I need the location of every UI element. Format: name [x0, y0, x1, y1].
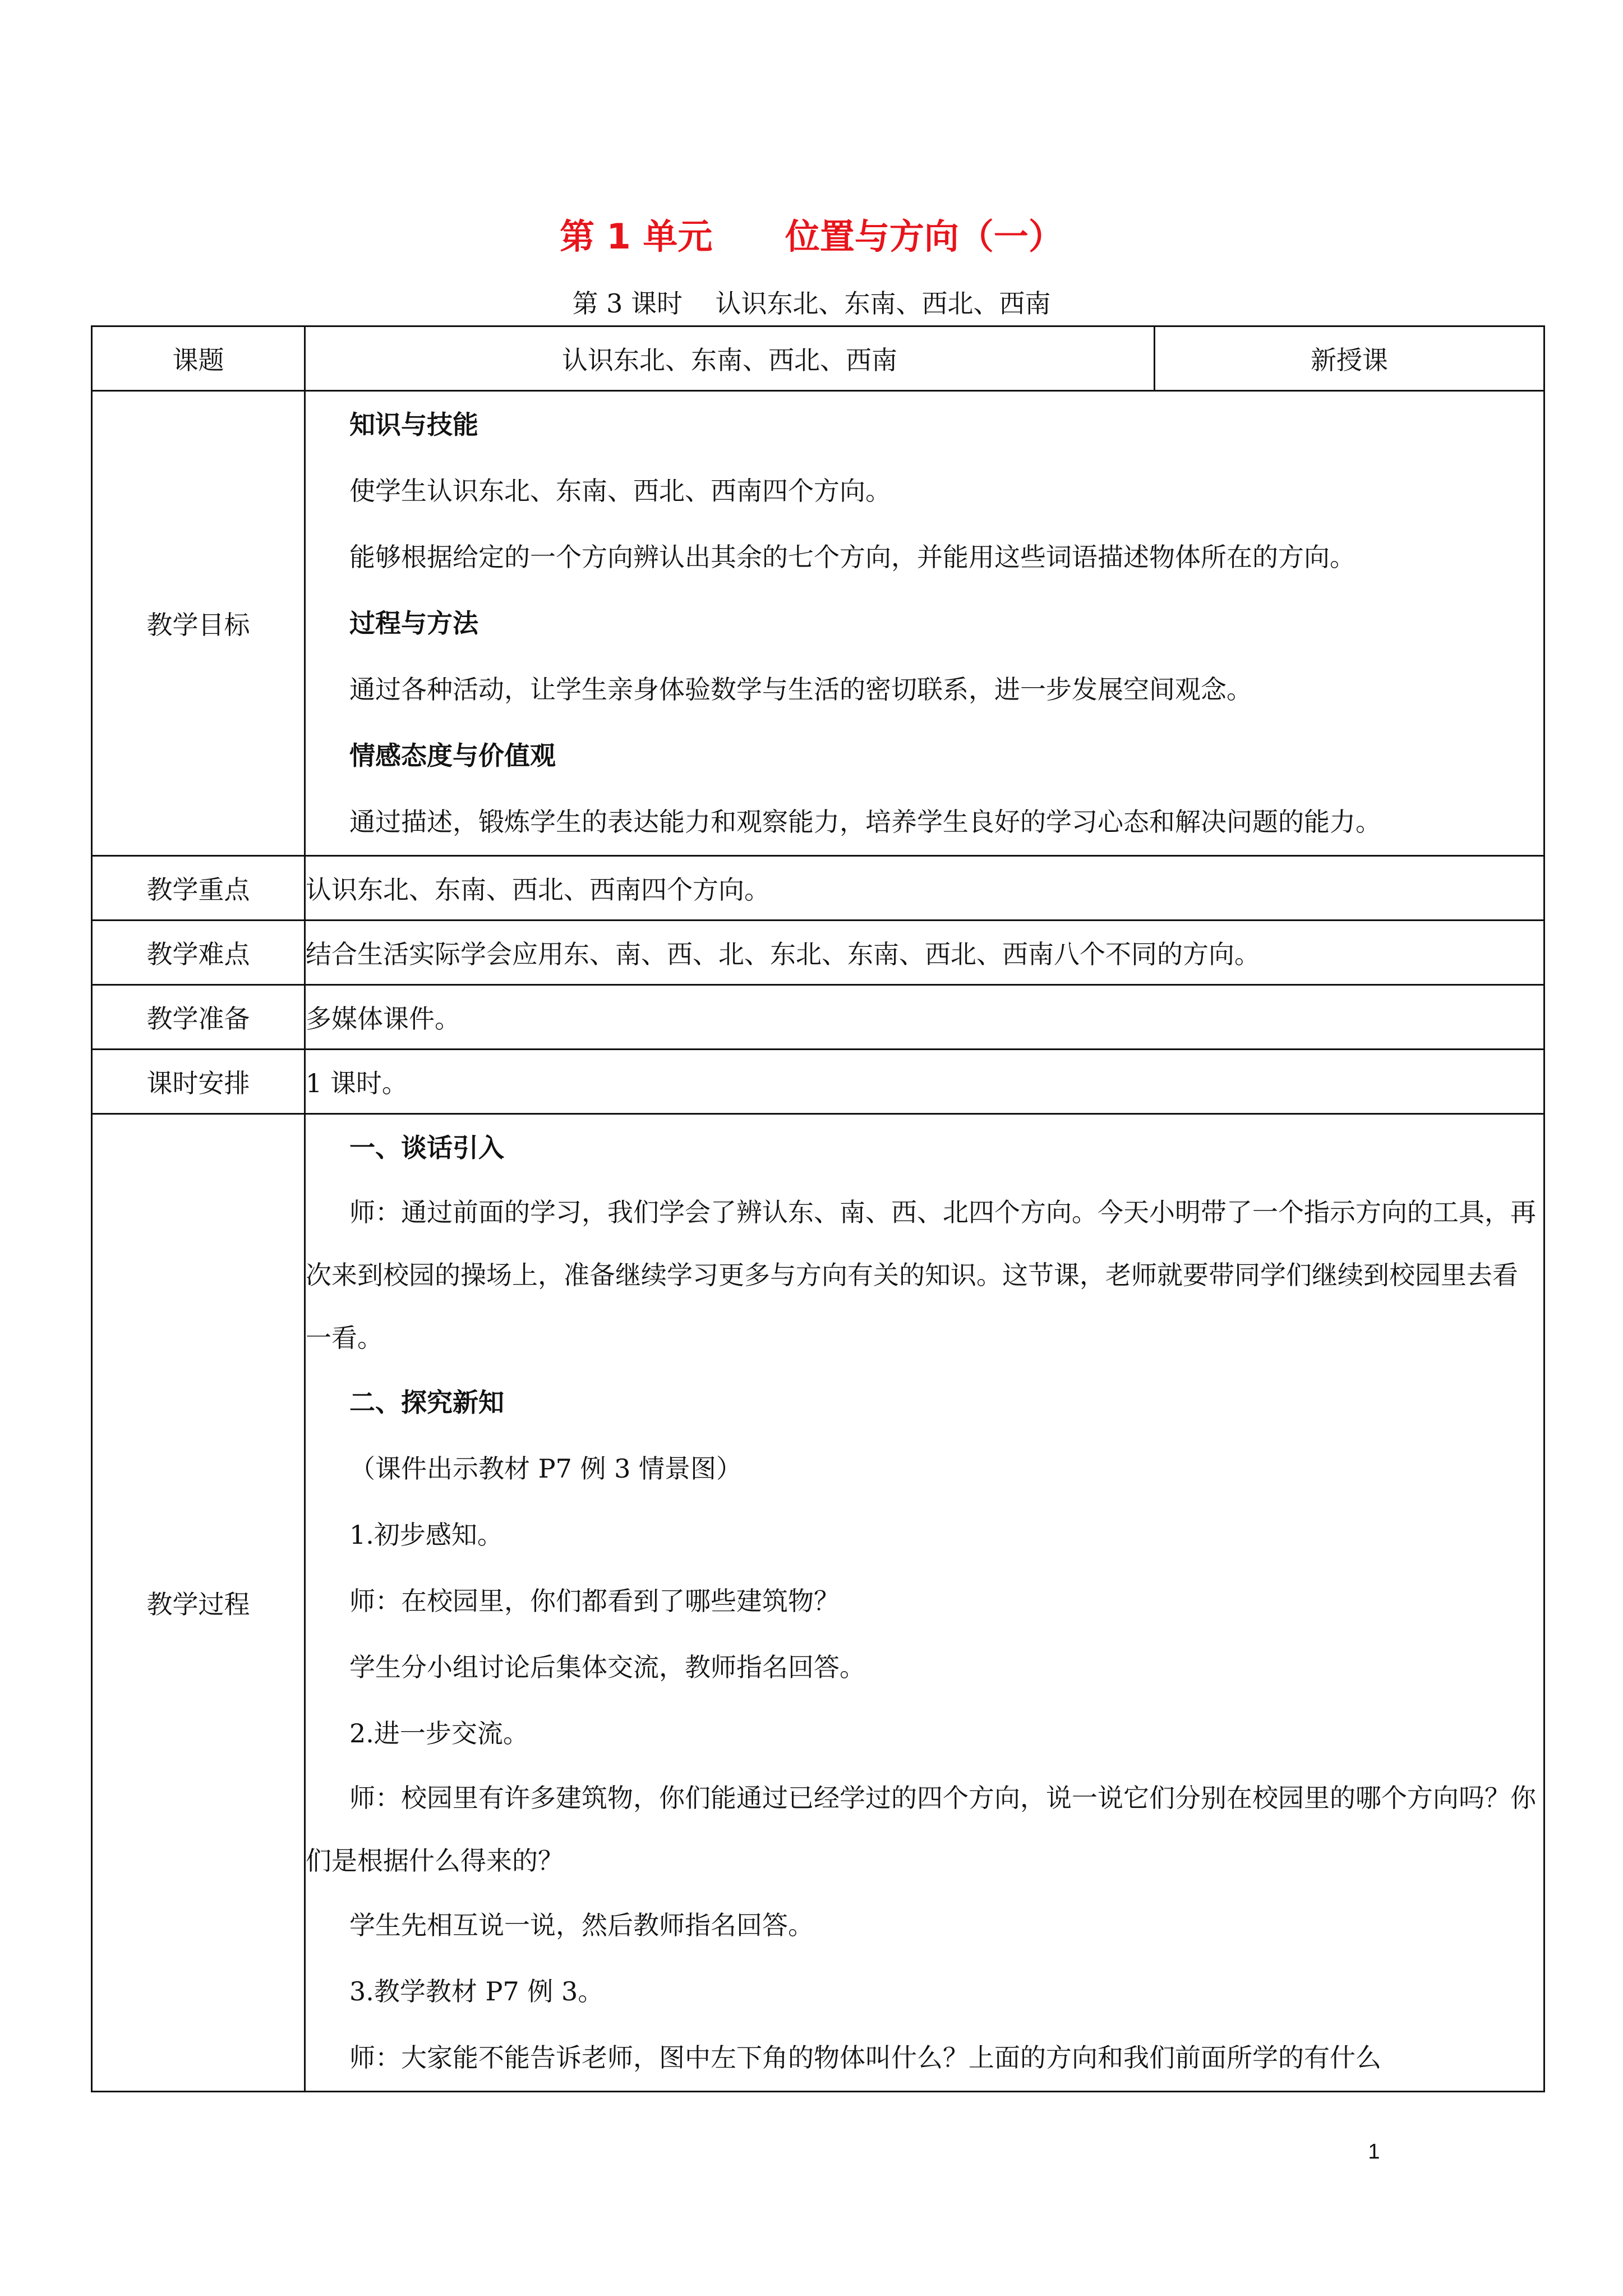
lesson-plan-table	[91, 325, 1545, 2092]
schedule-value: 1 课时。	[305, 1050, 1544, 1114]
process-heading-intro: 一、谈话引入	[349, 1133, 504, 1163]
key-points-label: 教学重点	[92, 856, 305, 921]
goal-line: 通过各种活动，让学生亲身体验数学与生活的密切联系，进一步发展空间观念。	[349, 674, 1252, 705]
schedule-label: 课时安排	[92, 1050, 305, 1114]
schedule-row	[92, 1050, 1544, 1114]
difficulties-value: 结合生活实际学会应用东、南、西、北、东北、东南、西北、西南八个不同的方向。	[305, 921, 1544, 985]
difficulties-row	[92, 921, 1544, 985]
goal-heading-attitude: 情感态度与价值观	[349, 740, 556, 771]
goals-content	[305, 391, 1544, 856]
process-row	[92, 1114, 1544, 2092]
topic-value: 认识东北、东南、西北、西南	[305, 326, 1155, 391]
goal-heading-knowledge: 知识与技能	[349, 409, 478, 440]
process-paragraph: 学生先相互说一说，然后教师指名回答。	[349, 1910, 814, 1940]
process-paragraph: 1.初步感知。	[349, 1520, 503, 1550]
lesson-subtitle: 第 3 课时 认识东北、东南、西北、西南	[572, 288, 1051, 319]
process-paragraph: 2.进一步交流。	[349, 1718, 529, 1749]
process-paragraph: （课件出示教材 P7 例 3 情景图）	[349, 1453, 742, 1484]
page-title: 第 1 单元 位置与方向（一）	[560, 216, 1063, 257]
goal-heading-process: 过程与方法	[349, 608, 478, 638]
difficulties-label: 教学难点	[92, 921, 305, 985]
preparation-label: 教学准备	[92, 985, 305, 1050]
process-paragraph: 师：通过前面的学习，我们学会了辨认东、南、西、北四个方向。今天小明带了一个指示方向的工具，再次来到校园的操场上，准备继续学习更多与方向有关的知识。这节课，老师就要带同学们继续到校园里去看一看。	[306, 1197, 1536, 1353]
key-points-row	[92, 856, 1544, 921]
key-points-value: 认识东北、东南、西北、西南四个方向。	[305, 856, 1544, 921]
process-content	[305, 1114, 1544, 2092]
page-number: 1	[1368, 2140, 1380, 2164]
process-heading-explore: 二、探究新知	[349, 1387, 504, 1418]
process-paragraph: 师：校园里有许多建筑物，你们能通过已经学过的四个方向，说一说它们分别在校园里的哪个方向吗？你们是根据什么得来的？	[306, 1783, 1536, 1876]
topic-row	[92, 326, 1544, 391]
process-paragraph: 学生分小组讨论后集体交流，教师指名回答。	[349, 1652, 865, 1682]
goal-line: 使学生认识东北、东南、西北、西南四个方向。	[349, 476, 891, 506]
goal-line: 能够根据给定的一个方向辨认出其余的七个方向，并能用这些词语描述物体所在的方向。	[349, 542, 1355, 572]
process-paragraph: 3.教学教材 P7 例 3。	[349, 1976, 604, 2007]
preparation-row	[92, 985, 1544, 1050]
process-label: 教学过程	[92, 1114, 305, 2092]
topic-label: 课题	[92, 326, 305, 391]
preparation-value: 多媒体课件。	[305, 985, 1544, 1050]
goal-line: 通过描述，锻炼学生的表达能力和观察能力，培养学生良好的学习心态和解决问题的能力。	[349, 807, 1381, 837]
goals-row	[92, 391, 1544, 856]
process-paragraph: 师：大家能不能告诉老师，图中左下角的物体叫什么？上面的方向和我们前面所学的有什么	[349, 2042, 1381, 2073]
process-paragraph: 师：在校园里，你们都看到了哪些建筑物？	[349, 1586, 840, 1616]
lesson-type: 新授课	[1155, 326, 1544, 391]
goals-label: 教学目标	[92, 391, 305, 856]
